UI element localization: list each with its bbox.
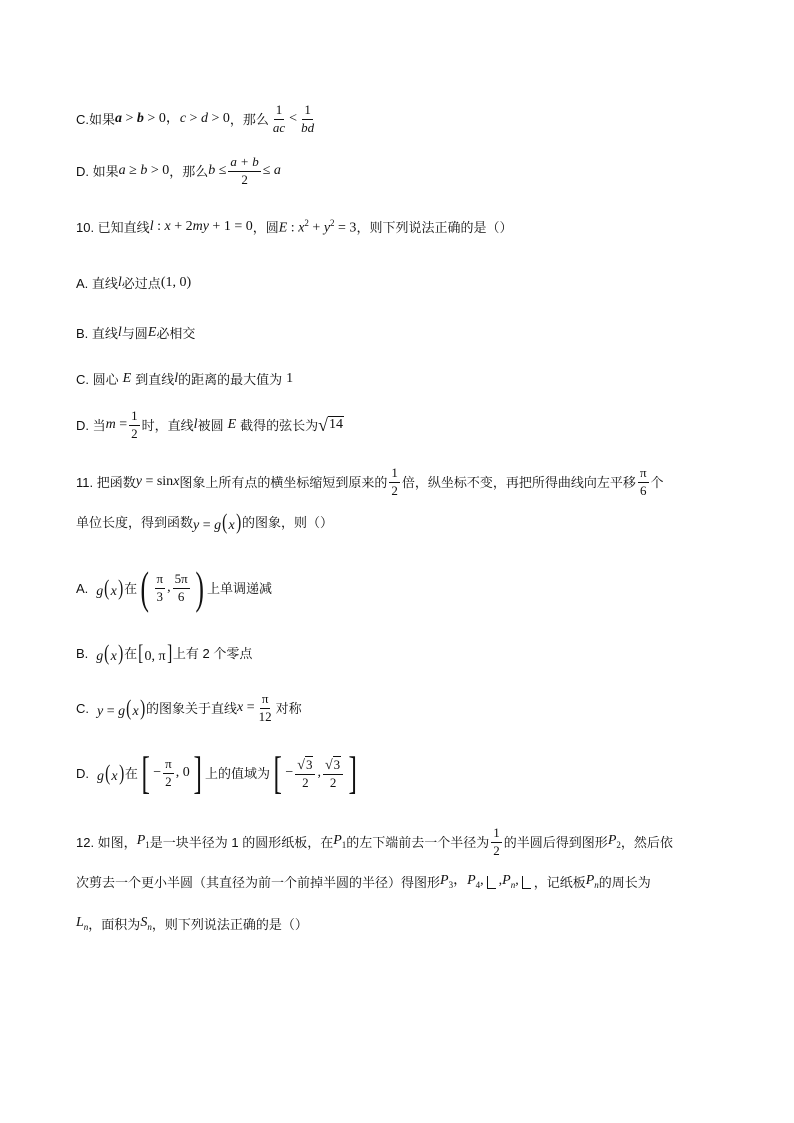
fraction-one-half: $\frac{1}{2}$ [493, 825, 500, 858]
q12-line3-a: ，面积为 [88, 916, 141, 932]
q11a-in: 在 [124, 580, 138, 596]
option-c-then: ，那么 [229, 111, 269, 127]
option-d-line: D. 如果 a ≥ b > 0 ，那么 b ≤ $\frac{a + b}{2}$ ≤ a [76, 154, 281, 187]
q12-t4: ，然后依 [620, 834, 673, 850]
q11-text2: 倍，纵坐标不变，再把所得曲线向左平移 [401, 474, 636, 490]
option-c-label: C.如果 [76, 111, 116, 127]
q11-option-d: D. g(x) 在 [ − $\frac{\pi}{2}$ , 0 ] 上的值域为 [ − √ 3 2 , √ 3 2 ] [76, 747, 358, 798]
q10c-text2: 的距离的最大值为 [178, 371, 283, 387]
fraction-pi-over-6: $\frac{\pi}{6}$ [639, 465, 647, 498]
fraction-1-bd: $\frac{1}{bd}$ [301, 102, 315, 135]
q10a-label: A. 直线 [76, 275, 118, 291]
q11b-tail: 上有 2 个零点 [172, 645, 253, 661]
q11c-tail: 对称 [275, 700, 302, 716]
q12-t3: 的半圆后得到图形 [503, 834, 608, 850]
q10d-text1: 时，直线 [141, 417, 194, 433]
fraction-1-ac: $\frac{1}{ac}$ [272, 102, 286, 135]
q10d-label: D. 当 [76, 417, 106, 433]
q11-text3: 个 [650, 474, 664, 490]
q12-t2: 的左下端前去一个半径为 [346, 834, 490, 850]
q12-line2-a: 次剪去一个更小半圆（其直径为前一个前掉半圆的半径）得图形 [76, 874, 441, 890]
q10-option-b: B. 直线 l 与圆 E 必相交 [76, 325, 196, 341]
q12-line2-b: ，记纸板 [533, 874, 586, 890]
q12-line-3: $L_n$ ，面积为 $S_n$ ，则下列说法正确的是（） [76, 915, 308, 932]
q11c-mid: 的图象关于直线 [146, 700, 238, 716]
q11-option-a: A. g(x) 在 ( $\frac{\pi}{3}$ , $\frac{5\pi}{6}$ ) 上单调递减 [76, 562, 273, 613]
q10b-text1: 与圆 [121, 325, 148, 341]
q10-option-c: C. 圆心 E 到直线 l 的距离的最大值为 1 [76, 371, 294, 387]
q10-option-a: A. 直线 l 必过点 (1, 0) [76, 275, 192, 291]
q11c-label: C. [76, 700, 89, 716]
q10d-text3: 截得的弦长为 [240, 417, 319, 433]
q11-text1: 图象上所有点的横坐标缩短到原来的 [179, 474, 388, 490]
math-a: a [115, 111, 123, 126]
q11d-in: 在 [124, 765, 138, 781]
question-10: 10. 已知直线 l : x + 2my + 1 = 0 ，圆 E : $x^2 + y^2 = 3$ ，则下列说法正确的是（） [76, 217, 513, 236]
q10c-label: C. 圆心 [76, 371, 119, 387]
fraction-one-half: $\frac{1}{2}$ [131, 408, 138, 441]
q11-line2-a: 单位长度，得到函数 [76, 514, 194, 530]
q12-number: 12. 如图， [76, 834, 137, 850]
q11-number: 11. 把函数 [76, 474, 136, 490]
q10c-value: 1 [286, 371, 294, 386]
q10-number: 10. 已知直线 [76, 219, 150, 235]
question-12: 12. 如图， $P_1$ 是一块半径为 1 的圆形纸板，在 $P_1$ 的左下端前去一个半径为 $\frac{1}{2}$ 的半圆后得到图形 $P_2$ ，然后依 [76, 825, 673, 858]
q10c-text1: 到直线 [135, 371, 175, 387]
q12-line2-c: 的周长为 [598, 874, 651, 890]
q10a-text: 必过点 [121, 275, 161, 291]
q10-option-d: D. 当 m = $\frac{1}{2}$ 时，直线 l 被圆 E 截得的弦长为 √ 14 [76, 408, 344, 441]
q12-t1: 是一块半径为 1 的圆形纸板，在 [149, 834, 334, 850]
question-11: 11. 把函数 y = sinx 图象上所有点的横坐标缩短到原来的 $\frac{1}{2}$ 倍，纵坐标不变，再把所得曲线向左平移 $\frac{\pi}{6}$ 个 [76, 465, 664, 498]
q11b-label: B. [76, 645, 89, 661]
sqrt-14: √ 14 [318, 415, 344, 435]
q12-line-2: 次剪去一个更小半圆（其直径为前一个前掉半圆的半径）得图形 $P_3$，$P_4$, $,P_n$, ，记纸板 $P_n$ 的周长为 [76, 873, 651, 890]
q11-line2-b: 的图象，则（） [242, 514, 334, 530]
option-d-label: D. 如果 [76, 163, 119, 179]
q11a-label: A. [76, 580, 89, 596]
option-d-then: ，那么 [169, 163, 209, 179]
option-c-line: C.如果 a > b > 0 ， c > d > 0 ，那么 $\frac{1}{ac}$ < $\frac{1}{bd}$ [76, 102, 315, 135]
q10-tail: ，则下列说法正确的是（） [356, 219, 513, 235]
q10-mid: ，圆 [252, 219, 279, 235]
q11-option-c: C. y = g(x) 的图象关于直线 x = $\frac{\pi}{12}$ 对称 [76, 691, 302, 724]
fraction-one-half: $\frac{1}{2}$ [391, 465, 398, 498]
q11d-mid: 上的值域为 [205, 765, 271, 781]
q12-line3-b: ，则下列说法正确的是（） [151, 916, 308, 932]
q11d-label: D. [76, 765, 89, 781]
q10b-label: B. 直线 [76, 325, 118, 341]
q11a-tail: 上单调递减 [207, 580, 273, 596]
q11-line-2: 单位长度，得到函数 y = g(x) 的图象，则（） [76, 509, 334, 534]
q10b-text2: 必相交 [156, 325, 196, 341]
fraction-a-plus-b-over-2: $\frac{a + b}{2}$ [230, 154, 259, 187]
q10d-text2: 被圆 [197, 417, 224, 433]
q11-option-b: B. g(x) 在 [0, π] 上有 2 个零点 [76, 640, 253, 665]
q11b-in: 在 [124, 645, 138, 661]
